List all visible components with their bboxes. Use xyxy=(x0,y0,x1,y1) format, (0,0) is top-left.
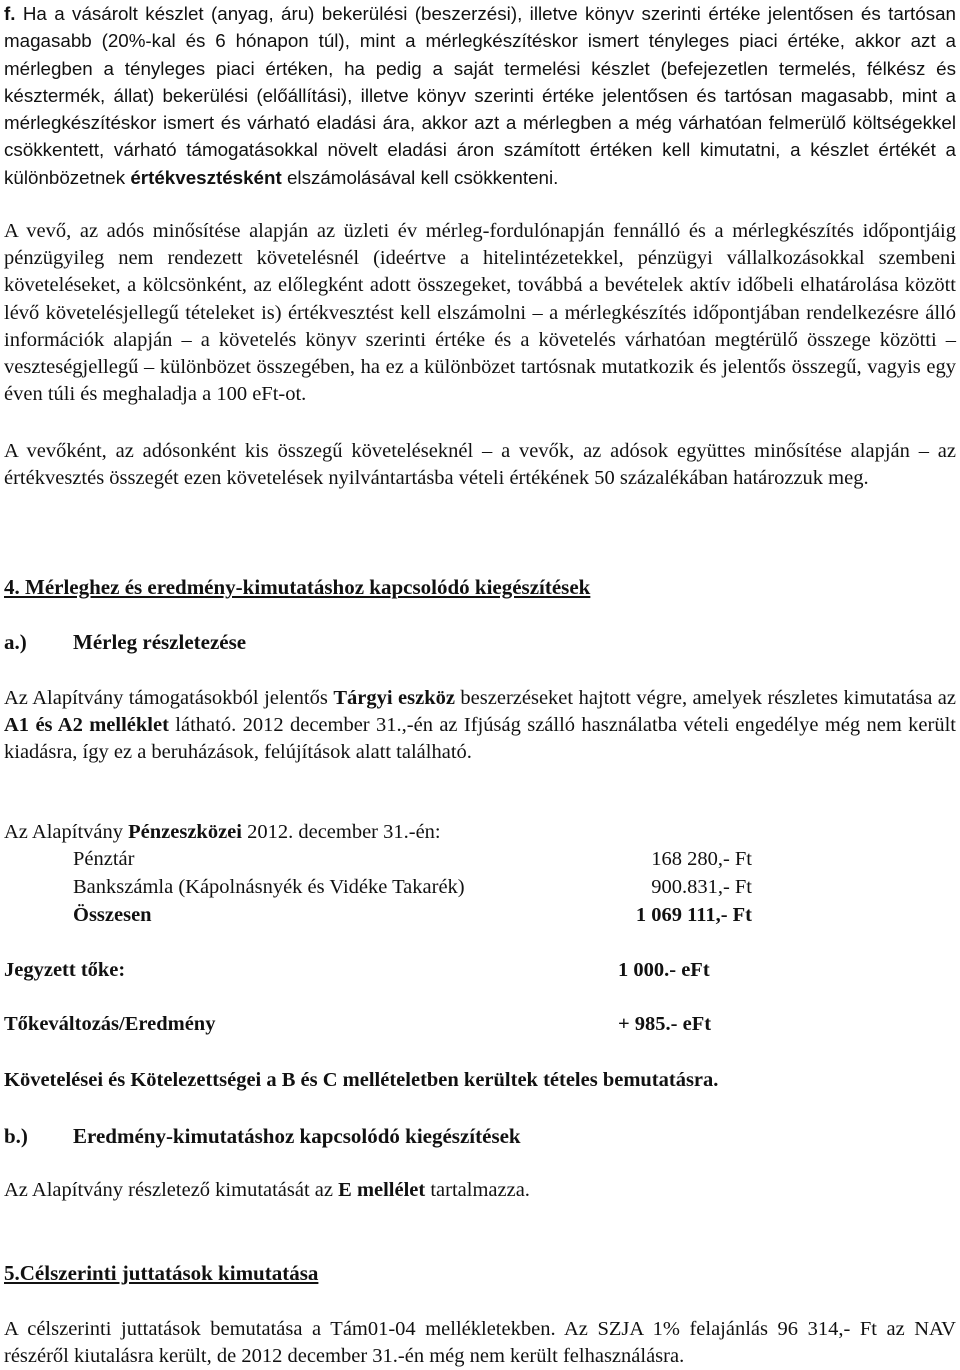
capital-change-value: + 985.- eFt xyxy=(618,1013,712,1035)
paragraph-small-receivables: A vevőként, az adósonként kis összegű követeléseknél – a vevők, az adósok együttes minősítése alapján – az értékvesztés összegét ezen követelések nyilvántartásba vételi értékének 50 százalékában határozzuk meg. xyxy=(4,440,956,490)
paragraph-annex-e: Az Alapítvány részletező kimutatását az E mellélet tartalmazza. xyxy=(4,1179,530,1201)
cash-row-value: 168 280,- Ft xyxy=(651,848,752,870)
item-label-f: f. xyxy=(4,3,16,24)
subsection-a-title: Mérleg részletezése xyxy=(73,630,247,654)
section-4-heading: 4. Mérleghez és eredmény-kimutatáshoz kapcsolódó kiegészítések xyxy=(4,575,591,599)
receivables-liabilities-note: Követelései és Kötelezettségei a B és C mellételetben kerültek tételes bemutatásra. xyxy=(4,1069,719,1091)
total-row-value: 1 069 111,- Ft xyxy=(635,904,752,926)
paragraph-inventory-valuation: f. Ha a vásárolt készlet (anyag, áru) bekerülési (beszerzési), illetve könyv szerinti értéke jelentősen és tartósan magasabb (20%-kal és 6 hónapon túl), mint a mérlegkészítéskor ismert tényleges piaci értéke, akkor azt a mérlegben a tényleges piaci értéken, ha pedig a saját termelési készlet (befejezetlen termelés, félkész és késztermék, állat) bekerülési (előállítási), illetve könyv szerinti értéke jelentősen és tartósan magasabb, mint a mérlegkészítéskor ismert és várható eladási ára, akkor azt a mérlegben a még várhatóan felmerülő költségekkel csökkentett, várható támogatásokkal növelt eladási áron számított értéken kell kimutatni, a készlet értékét a különbözetnek értékvesztésként elszámolásával kell csökkenteni. xyxy=(4,3,956,188)
subsection-b-label: b.) xyxy=(4,1124,28,1148)
registered-capital-label: Jegyzett tőke: xyxy=(4,959,126,981)
bank-row-label: Bankszámla (Kápolnásnyék és Vidéke Takarék) xyxy=(73,876,465,898)
subsection-b-title: Eredmény-kimutatáshoz kapcsolódó kiegészítések xyxy=(73,1124,521,1148)
bank-row-value: 900.831,- Ft xyxy=(651,876,752,898)
registered-capital-value: 1 000.- eFt xyxy=(618,959,710,981)
section-5-heading: 5.Célszerinti juttatások kimutatása xyxy=(4,1261,319,1285)
paragraph-fixed-assets: Az Alapítvány támogatásokból jelentős Tárgyi eszköz beszerzéseket hajtott végre, amelyek részletes kimutatása az A1 és A2 melléklet látható. 2012 december 31.,-én az Ifjúság szálló használatba vételi engedélye még nem került kiadásra, így ez a beruházások, felújítások alatt található. xyxy=(4,687,956,764)
paragraph-grants: A célszerinti juttatások bemutatása a Tám01-04 mellékletekben. Az SZJA 1% felajánlás 96 314,- Ft az NAV részéről kiutalásra került, de 2012 december 31.-én még nem került felhasználásra. xyxy=(4,1318,956,1368)
paragraph-receivables-impairment: A vevő, az adós minősítése alapján az üzleti év mérleg-fordulónapján fennálló és a mérlegkészítés időpontjáig pénzügyileg nem rendezett követelésnél (ideértve a hitelintézetekkel, pénzügyi vállalkozásokkal szembeni követeléseket, a kölcsönként, az előlegként adott összegeket, továbbá a bevételek aktív időbeli elhatárolása között lévő követelésjellegű tételeket is) értékvesztést kell elszámolni – a mérlegkészítés időpontjában rendelkezésre álló információk alapján – a követelés könyv szerinti értéke és a követelés várhatóan megtérülő összege közötti – veszteségjellegű – különbözet összegében, ha ez a különbözet tartósnak mutatkozik és jelentős összegű, vagyis egy éven túli és meghaladja a 100 eFt-ot. xyxy=(4,220,956,406)
total-row-label: Összesen xyxy=(73,904,152,926)
cash-row-label: Pénztár xyxy=(73,848,135,870)
capital-change-label: Tőkeváltozás/Eredmény xyxy=(4,1013,216,1035)
cash-heading: Az Alapítvány Pénzeszközei 2012. december 31.-én: xyxy=(4,821,441,843)
bold-term-ertekvesztes: értékvesztésként xyxy=(130,166,282,188)
subsection-a-label: a.) xyxy=(4,630,27,654)
